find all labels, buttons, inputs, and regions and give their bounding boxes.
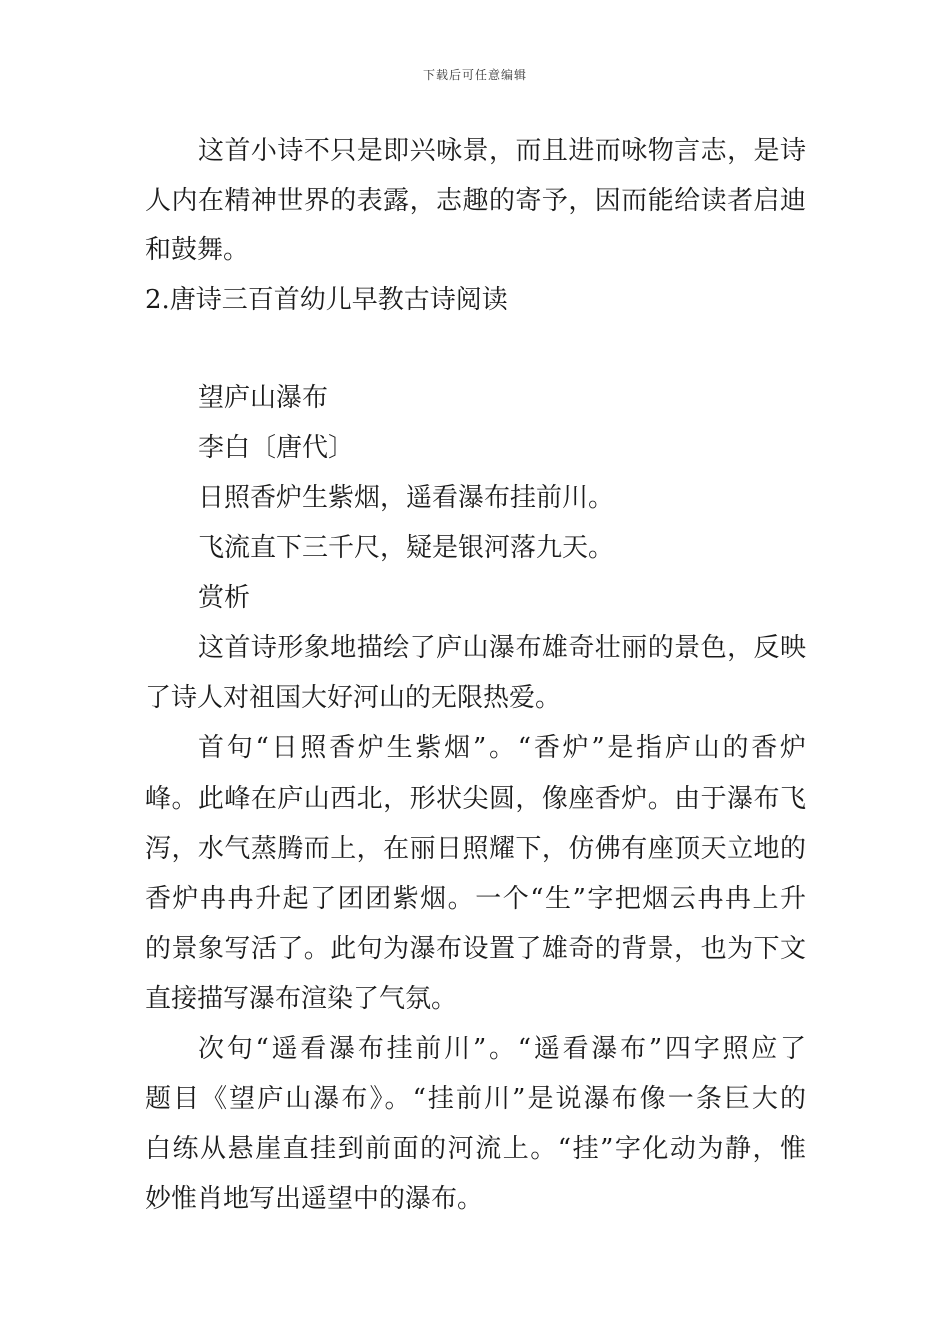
- paragraph-line: 人内在精神世界的表露，志趣的寄予，因而能给读者启迪: [145, 186, 806, 216]
- paragraph-line: 白练从悬崖直挂到前面的河流上。“挂”字化动为静，惟: [145, 1134, 806, 1164]
- poem-verse: 飞流直下三千尺，疑是银河落九天。: [198, 533, 615, 563]
- paragraph-line: 了诗人对祖国大好河山的无限热爱。: [145, 683, 562, 713]
- paragraph-line: 次句“遥看瀑布挂前川”。“遥看瀑布”四字照应了: [198, 1034, 806, 1064]
- poem-title: 望庐山瀑布: [198, 383, 329, 413]
- paragraph-line: 这首小诗不只是即兴咏景，而且进而咏物言志，是诗: [198, 136, 806, 166]
- paragraph-line: 峰。此峰在庐山西北，形状尖圆，像座香炉。由于瀑布飞: [145, 784, 806, 814]
- poem-author: 李白〔唐代〕: [198, 433, 355, 463]
- paragraph-line: 这首诗形象地描绘了庐山瀑布雄奇壮丽的景色，反映: [198, 633, 806, 663]
- poem-verse: 日照香炉生紫烟，遥看瀑布挂前川。: [198, 483, 615, 513]
- paragraph-line: 的景象写活了。此句为瀑布设置了雄奇的背景，也为下文: [145, 934, 806, 964]
- paragraph-line: 首句“日照香炉生紫烟”。“香炉”是指庐山的香炉: [198, 733, 806, 763]
- paragraph-line: 妙惟肖地写出遥望中的瀑布。: [145, 1184, 484, 1214]
- page-header-note: 下载后可任意编辑: [422, 68, 527, 82]
- analysis-heading: 赏析: [198, 583, 251, 613]
- paragraph-line: 和鼓舞。: [145, 235, 250, 265]
- paragraph-line: 题目《望庐山瀑布》。“挂前川”是说瀑布像一条巨大的: [145, 1084, 806, 1114]
- paragraph-line: 泻，水气蒸腾而上，在丽日照耀下，仿佛有座顶天立地的: [145, 834, 806, 864]
- paragraph-line: 香炉冉冉升起了团团紫烟。一个“生”字把烟云冉冉上升: [145, 884, 806, 914]
- paragraph-line: 直接描写瀑布渲染了气氛。: [145, 984, 458, 1014]
- section-heading: 2.唐诗三百首幼儿早教古诗阅读: [145, 285, 508, 315]
